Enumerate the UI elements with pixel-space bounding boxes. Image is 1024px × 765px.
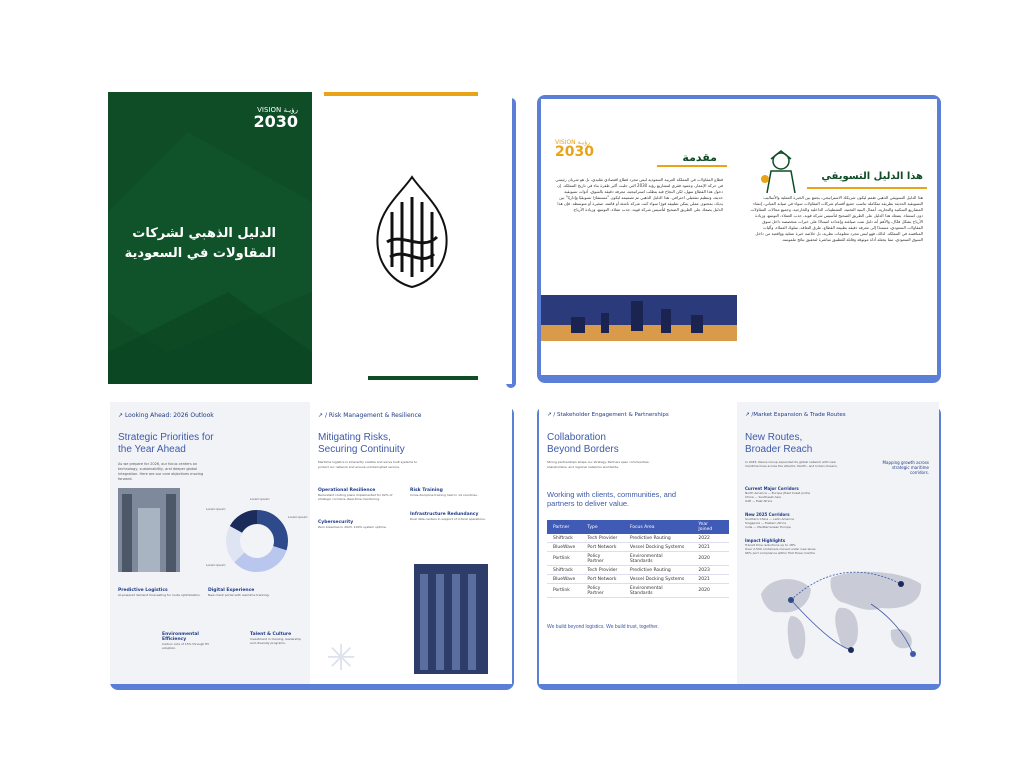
table-cell: Environmental Standards (624, 584, 693, 598)
risk-section-body: Cross-discipline training held in 14 countries. (410, 493, 478, 497)
table-cell: Environmental Standards (624, 552, 693, 566)
priority-item-body: New client portal with real-time tracking. (208, 593, 270, 597)
priority-item (250, 632, 306, 645)
risk-section (410, 512, 502, 521)
guide-heading: هذا الدليل التسويقي (821, 171, 923, 182)
riyadh-skyline-image (541, 295, 737, 341)
market-section-line: India — Mediterranean Europe (745, 525, 791, 529)
risk-title-line1: Mitigating Risks, (318, 432, 391, 443)
priority-item (118, 588, 202, 597)
stakeholder-footer: We build beyond logistics. We build trust, together. (547, 624, 659, 630)
priority-item (162, 632, 222, 650)
stakeholder-page (539, 402, 737, 684)
vision-logo-year: 2030 (555, 144, 594, 160)
donut-label: Lorem ipsum (206, 507, 226, 511)
table-cell: Vessel Docking Systems (624, 543, 693, 552)
table-row (547, 534, 729, 543)
table-cell: Tech Provider (581, 566, 624, 575)
stakeholder-market-spread (537, 402, 941, 690)
priority-item-title: Predictive Logistics (118, 588, 168, 593)
table-cell: Portlink (547, 552, 581, 566)
market-page (737, 402, 939, 684)
gold-top-bar (324, 92, 478, 96)
world-trade-routes-map (751, 554, 931, 674)
market-section (745, 486, 835, 503)
cover-spread (106, 92, 514, 386)
table-cell: Policy Partner (581, 584, 624, 598)
risk-section-title: Cybersecurity (318, 520, 354, 525)
market-tag: ↗ /Market Expansion & Trade Routes (745, 412, 846, 418)
vision-logo (555, 139, 594, 160)
cover-title (125, 224, 276, 264)
table-cell: Predictive Routing (624, 534, 693, 543)
cover-title-line2: المقاولات في السعودية (124, 246, 276, 261)
risk-section (318, 520, 398, 529)
cover-page (108, 92, 312, 384)
outlook-risk-spread (110, 402, 514, 690)
donut-label: Lorem ipsum (250, 497, 270, 501)
intro-heading: مقدمة (682, 151, 717, 164)
donut-label: Lorem ipsum (206, 563, 226, 567)
stakeholder-title-line2: Beyond Borders (547, 444, 619, 455)
risk-tag: ↗ / Risk Management & Resilience (318, 412, 422, 419)
saudi-man-illustration-icon (759, 149, 803, 195)
stakeholder-title (547, 432, 619, 456)
stakeholder-highlight (547, 490, 676, 508)
priority-item-title: Digital Experience (208, 588, 255, 593)
table-header: Partner (547, 520, 581, 534)
risk-section-title: Operational Resilience (318, 488, 376, 493)
stakeholder-tag: ↗ / Stakeholder Engagement & Partnerships (547, 412, 669, 418)
market-title (745, 432, 812, 456)
market-section-line: UAE — East Africa (745, 499, 773, 503)
outlook-title-line2: the Year Ahead (118, 444, 186, 455)
market-section-title: Current Major Corridors (745, 486, 799, 491)
cover-title-line1: الدليل الذهبي لشركات (132, 226, 276, 241)
market-section-title: Impact Highlights (745, 538, 786, 543)
table-header: Year Joined (692, 520, 729, 534)
asterisk-icon: ✳ (326, 638, 357, 679)
risk-section-title: Risk Training (410, 488, 443, 493)
map-caption-line3: corridors. (910, 470, 929, 475)
risk-section-title: Infrastructure Redundancy (410, 512, 479, 517)
stakeholder-highlight-line1: Working with clients, communities, and (547, 490, 677, 499)
market-section-line: Southern China — Latin America (745, 517, 794, 521)
table-cell: Port Network (581, 575, 624, 584)
market-section (745, 512, 835, 529)
green-bottom-bar (368, 376, 478, 380)
vision-logo-text: VISION رؤيـة (555, 139, 591, 146)
priority-item (208, 588, 298, 597)
outlook-intro: As we prepare for 2026, our focus centers on technology, sustainability, and deeper global integration. Here are our core objectives moving forward. (118, 462, 204, 481)
table-row (547, 584, 729, 598)
risk-section-body: Dual data centers in support of critical operations. (410, 517, 486, 521)
risk-section (318, 488, 398, 501)
table-cell: Portlink (547, 584, 581, 598)
table-header: Type (581, 520, 624, 534)
map-caption-line1: Mapping growth across (882, 460, 929, 465)
table-cell: Shiftrack (547, 566, 581, 575)
table-row (547, 543, 729, 552)
priority-item-title: Environmental Efficiency (162, 632, 199, 642)
warehouse-photo (118, 488, 180, 572)
market-section-line: Singapore — Eastern Africa (745, 521, 786, 525)
table-cell: Port Network (581, 543, 624, 552)
market-section-line: Transit time reductions up to 18% (745, 543, 796, 547)
table-cell: Predictive Routing (624, 566, 693, 575)
vision-logo (253, 106, 298, 131)
table-cell: 2020 (692, 552, 729, 566)
table-cell: 2020 (692, 584, 729, 598)
table-cell: Shiftrack (547, 534, 581, 543)
market-title-line2: Broader Reach (745, 444, 813, 455)
market-intro: In 2025, Nexus Group expanded its global network with new maritime lines across the Atlantic, Pacific, and Indian Oceans. (745, 460, 838, 468)
guide-body: هذا الدليل التسويقي الذهبي صُمم ليكون شريكك الاستراتيجي، يجمع بين الخبرة العملية والأساليب التسويقية الحديثة بطريقة متكاملة تناسب جميع أقسام شركات المقاولات سواء في صيانة المباني، إنشاء المشاريع السكنية والتجارية، أعمال البنية التحتية، التشطيبات الداخلية والخارجية، وجميع مجالات المقاولات دون استثناء. يضعك هذا الدليل على الطريق الصحيح لتأسيس شركة قوية، جذب العملاء، التوسع، وزيادة الأرباح بشكل فعّال، والأهم أنه دليل تمت صياغته وإعداده استنادًا على خبرات متخصصة داخل سوق المقاولات السعودي، مستندًا إلى معرفة دقيقة بطبيعة القطاع، طرق التعاقد، سلوك العملاء، وآليات المنافسة في المملكة. لذلك، فهو ليس مجرد معلومات نظرية، بل خلاصة خبرة عملية وواقعية من داخل السوق السعودي، مما يجعله أداة موثوقة وقابلة للتطبيق مباشرة لتحقيق نتائج ملموسة. (750, 195, 923, 242)
outlook-page (110, 402, 310, 684)
vision-logo-text: VISION رؤيـة (257, 106, 298, 114)
market-section (745, 538, 835, 555)
table-row (547, 552, 729, 566)
priority-item-body: Investment in training, leadership and diversity programs. (250, 637, 301, 645)
intro-spread (537, 95, 941, 383)
table-row (547, 575, 729, 584)
outlook-title-line1: Strategic Priorities for (118, 432, 214, 443)
market-tag-text: /Market Expansion & Trade Routes (751, 412, 846, 418)
market-section-line: 96% port compliance within first three months (745, 551, 815, 555)
intro-body: قطاع المقاولات في المملكة العربية السعودية ليس مجرد قطاع اقتصادي تقليدي، بل هو شريان رئيسي في حركة الإعمار، وعمود فقري لمشاريع رؤية 2030 التي جلبت أكبر طفرة بناء في تاريخ المملكة. إن دخول هذا القطاع سهل، لكن النجاح فيه يتطلب استراتيجية، معرفة دقيقة بالسوق، أدوات تسويقية حديثة، وتنظيم تشغيلي احترافي. هذا الدليل الذهبي تم تصميمه ليكون "مستشارًا تسويقيًا وإداريًا" بين يديك، بمحتوى عملي يمكن تطبيقه فورًا سواء كنت شركة ناشئة أو قائمة، صغيرة أو متوسطة. فإن هذا الدليل يضعك على الطريق الصحيح لتأسيس شركة قوية، جذب عملاء، التوسع، وزيادة الأرباح. (555, 177, 723, 212)
table-row (547, 566, 729, 575)
map-caption (883, 460, 929, 475)
outlook-title (118, 432, 214, 456)
stakeholder-intro: Strong partnerships shape our strategy. Partners span communities, shareholders, and regional networks worldwide. (547, 460, 650, 469)
table-cell: BlueWave (547, 575, 581, 584)
market-section-title: New 2025 Corridors (745, 512, 790, 517)
stakeholder-title-line1: Collaboration (547, 432, 606, 443)
outlook-tag: ↗ Looking Ahead: 2026 Outlook (118, 412, 214, 419)
intro-right-page (737, 99, 937, 375)
risk-tag-text: / Risk Management & Resilience (324, 412, 422, 419)
calligraphy-page (312, 92, 512, 384)
outlook-tag-text: Looking Ahead: 2026 Outlook (124, 412, 214, 419)
table-cell: Policy Partner (581, 552, 624, 566)
vision-logo-year: 2030 (253, 112, 298, 131)
risk-title (318, 432, 405, 456)
port-cranes-photo (414, 564, 488, 674)
table-cell: BlueWave (547, 543, 581, 552)
risk-section-body: Zero breaches in 2025. 100% system uptime. (318, 525, 387, 529)
table-cell: Vessel Docking Systems (624, 575, 693, 584)
map-caption-line2: strategic maritime (891, 465, 929, 470)
table-header-row (547, 520, 729, 534)
market-section-line: North America — Europe (East Coast ports) (745, 491, 811, 495)
table-cell: 2021 (692, 543, 729, 552)
market-section-line: Over 2,500 containers moved under new lanes (745, 547, 816, 551)
table-cell: Tech Provider (581, 534, 624, 543)
table-header: Focus Area (624, 520, 693, 534)
market-section-line: China — Southeast Asia (745, 495, 781, 499)
priority-item-body: Carbon cuts of 15% through EV adoption. (162, 642, 210, 650)
stakeholder-tag-text: / Stakeholder Engagement & Partnerships (553, 412, 669, 418)
intro-left-page (541, 99, 737, 375)
gold-underline (807, 187, 927, 189)
partners-table (547, 520, 729, 598)
risk-title-line2: Securing Continuity (318, 444, 405, 455)
risk-intro: Maritime logistics is inherently volatile and we've built systems to protect our network and ensure uninterrupted service. (318, 460, 418, 469)
priority-item-body: AI-powered demand forecasting for route optimization. (118, 593, 201, 597)
donut-label: Lorem ipsum (288, 515, 308, 519)
table-cell: 2021 (692, 575, 729, 584)
risk-page (310, 402, 512, 684)
risk-section (410, 488, 502, 497)
gold-underline (657, 165, 727, 167)
table-cell: 2023 (692, 566, 729, 575)
calligraphy-icon (362, 172, 462, 292)
priorities-donut-chart (222, 506, 292, 576)
table-cell: 2022 (692, 534, 729, 543)
priority-item-title: Talent & Culture (250, 632, 292, 637)
stakeholder-highlight-line2: partners to deliver value. (547, 499, 630, 508)
risk-section-body: Redundant routing plans implemented for 92% of strategic corridors. Real-time monitoring. (318, 493, 393, 501)
market-title-line1: New Routes, (745, 432, 803, 443)
